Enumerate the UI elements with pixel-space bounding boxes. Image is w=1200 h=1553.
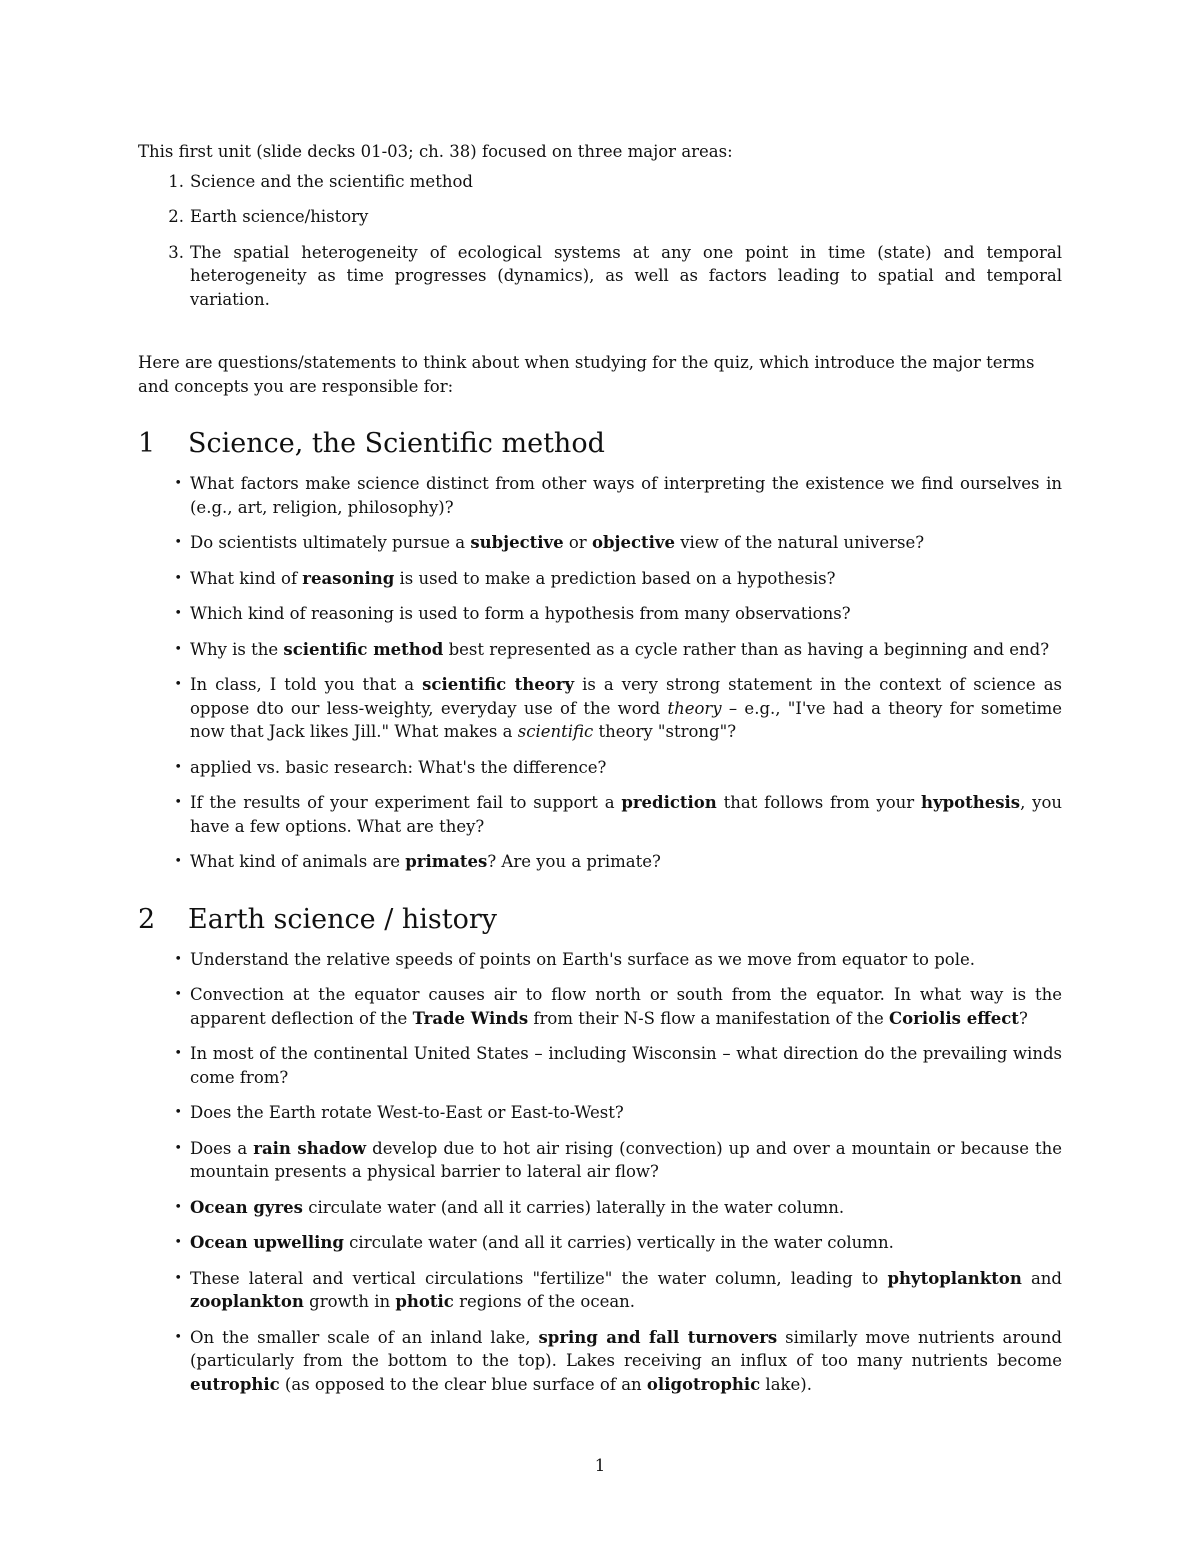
bullet-icon: • — [174, 606, 182, 621]
bullet-icon: • — [174, 854, 182, 869]
list-item: • What kind of reasoning is used to make a prediction based on a hypothesis? — [138, 567, 1062, 591]
list-item: • applied vs. basic research: What's the difference? — [138, 756, 1062, 780]
bullet-icon: • — [174, 1329, 182, 1345]
list-item: • Ocean gyres circulate water (and all it carries) laterally in the water column. — [138, 1196, 1062, 1220]
bullet-icon: • — [174, 1105, 182, 1120]
bullet-icon: • — [174, 1270, 182, 1286]
section-heading — [138, 904, 1062, 936]
list-item: • In class, I told you that a scientific theory is a very strong statement in the context of science as oppose dto our less-weighty, everyday use of the word theory – e.g., "I've had a theory for sometime now that Jack likes Jill." What makes a scientific theory "strong"? — [138, 673, 1062, 744]
bullet-icon: • — [174, 1235, 182, 1250]
list-item — [138, 241, 1062, 312]
bullet-icon: • — [174, 641, 182, 657]
bullet-icon: • — [174, 795, 182, 810]
bullet-icon: • — [174, 535, 182, 550]
section-number: 1 — [138, 428, 156, 459]
bullet-icon: • — [174, 1046, 182, 1061]
bullet-icon: • — [174, 987, 182, 1002]
list-number: 1. — [168, 171, 184, 191]
bullet-icon: • — [174, 1199, 182, 1215]
list-item — [138, 170, 1062, 194]
bullet-icon: • — [174, 951, 182, 967]
document-page — [138, 140, 1062, 1408]
list-item: • Ocean upwelling circulate water (and all it carries) vertically in the water column. — [138, 1231, 1062, 1255]
list-item: • These lateral and vertical circulations "fertilize" the water column, leading to phytoplankton and zooplankton growth in photic regions of the ocean. — [138, 1267, 1062, 1314]
list-item: • Understand the relative speeds of points on Earth's surface as we move from equator to pole. — [138, 948, 1062, 972]
list-item: • Convection at the equator causes air to flow north or south from the equator. In what way is the apparent deflection of the Trade Winds from their N-S flow a manifestation of the Coriolis effect? — [138, 983, 1062, 1030]
list-item: • Does the Earth rotate West-to-East or East-to-West? — [138, 1101, 1062, 1125]
bullet-icon: • — [174, 1140, 182, 1156]
bullet-icon: • — [174, 570, 182, 586]
intro-text: This first unit (slide decks 01-03; ch. 38) focused on three major areas: — [138, 142, 733, 161]
question-list — [138, 948, 1062, 1397]
list-number: 3. — [168, 242, 184, 262]
list-item — [138, 205, 1062, 229]
focus-areas-list — [138, 170, 1062, 312]
list-text: The spatial heterogeneity of ecological systems at any one point in time (state) and temporal heterogeneity as time progresses (dynamics), as well as factors leading to spatial and temporal variation. — [190, 242, 1062, 309]
list-item: • If the results of your experiment fail to support a prediction that follows from your hypothesis, you have a few options. What are they? — [138, 791, 1062, 838]
list-text: Earth science/history — [190, 207, 369, 226]
list-number: 2. — [168, 207, 184, 226]
question-list — [138, 472, 1062, 874]
bullet-icon: • — [174, 476, 182, 491]
list-item: • What kind of animals are primates? Are you a primate? — [138, 850, 1062, 874]
lead-paragraph: Here are questions/statements to think about when studying for the quiz, which introduce the major terms and concepts you are responsible for: — [138, 353, 1035, 396]
list-item: • In most of the continental United States – including Wisconsin – what direction do the prevailing winds come from? — [138, 1042, 1062, 1089]
page-number: 1 — [594, 1456, 606, 1475]
bullet-icon: • — [174, 677, 182, 692]
section-heading — [138, 428, 1062, 460]
list-item: • On the smaller scale of an inland lake, spring and fall turnovers similarly move nutrients around (particularly from the bottom to the top). Lakes receiving an influx of too many nutrients become eutrophic (as opposed to the clear blue surface of an oligotrophic lake). — [138, 1326, 1062, 1397]
list-item: • Do scientists ultimately pursue a subjective or objective view of the natural universe? — [138, 531, 1062, 555]
list-item: • Why is the scientific method best represented as a cycle rather than as having a beginning and end? — [138, 638, 1062, 662]
list-item: • What factors make science distinct from other ways of interpreting the existence we find ourselves in (e.g., art, religion, philosophy)? — [138, 472, 1062, 519]
list-item: • Does a rain shadow develop due to hot air rising (convection) up and over a mountain or because the mountain presents a physical barrier to lateral air flow? — [138, 1137, 1062, 1184]
section-number: 2 — [138, 903, 156, 935]
section-title: Earth science / history — [188, 903, 498, 935]
list-item: • Which kind of reasoning is used to form a hypothesis from many observations? — [138, 602, 1062, 626]
section-title: Science, the Scientific method — [188, 428, 605, 459]
bullet-icon: • — [174, 759, 182, 775]
list-text: Science and the scientific method — [190, 171, 473, 191]
